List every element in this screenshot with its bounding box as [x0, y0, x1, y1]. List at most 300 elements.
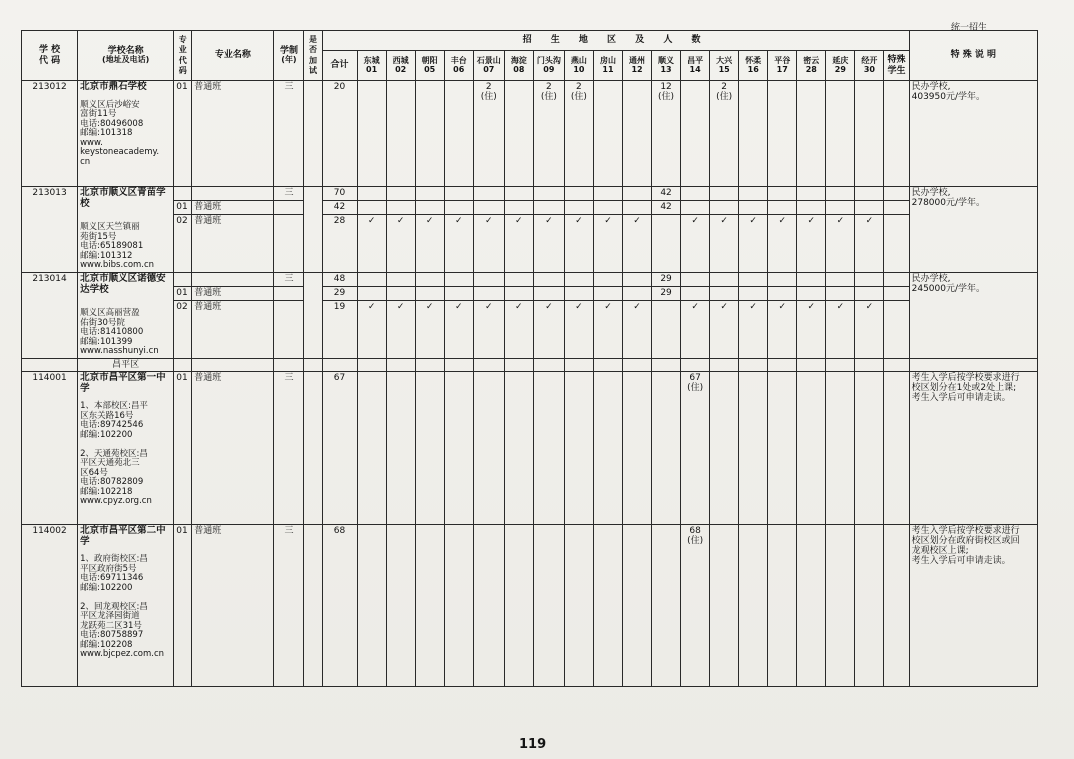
- district-cell-05: [415, 187, 444, 201]
- district-cell-30: [855, 201, 884, 215]
- header-interview: 是否加试: [304, 31, 322, 81]
- special-note: 考生入学后按学校要求进行 校区划分在政府街校区或回 龙观校区上课; 考生入学后可申请走读。: [909, 525, 1037, 687]
- district-header-30: 经开 30: [855, 51, 884, 81]
- special-note: 民办学校, 245000元/学年。: [909, 273, 1037, 359]
- district-cell-08: [504, 187, 533, 201]
- district-cell-11: [593, 372, 622, 525]
- district-header-10: 燕山 10: [564, 51, 593, 81]
- empty-cell: [386, 359, 415, 372]
- interview: [304, 372, 322, 525]
- major-code: 01: [174, 372, 192, 525]
- district-cell-15: [710, 525, 739, 687]
- district-cell-02: ✓: [386, 301, 415, 359]
- district-cell-29: ✓: [826, 215, 855, 273]
- empty-cell: [304, 359, 322, 372]
- district-cell-09: [533, 525, 564, 687]
- district-cell-06: [444, 372, 473, 525]
- district-cell-09: ✓: [533, 215, 564, 273]
- district-cell-17: [768, 273, 797, 287]
- duration: [274, 301, 304, 359]
- district-cell-17: [768, 187, 797, 201]
- empty-cell: [652, 359, 681, 372]
- district-cell-10: [564, 372, 593, 525]
- empty-cell: [909, 359, 1037, 372]
- district-cell-12: [622, 525, 651, 687]
- district-cell-10: [564, 201, 593, 215]
- district-cell-06: [444, 201, 473, 215]
- district-cell-28: [797, 287, 826, 301]
- major-name: [192, 273, 274, 287]
- district-cell-10: [564, 187, 593, 201]
- table-row: [22, 273, 1038, 287]
- special-student-cell: [884, 301, 909, 359]
- empty-cell: [768, 359, 797, 372]
- district-cell-12: [622, 372, 651, 525]
- district-cell-30: [855, 287, 884, 301]
- district-cell-16: [739, 525, 768, 687]
- district-cell-05: [415, 81, 444, 187]
- district-cell-01: [357, 525, 386, 687]
- school-name: 北京市鼎石学校: [80, 81, 147, 92]
- special-student-cell: [884, 201, 909, 215]
- district-header-17: 平谷 17: [768, 51, 797, 81]
- district-cell-15: [710, 273, 739, 287]
- district-cell-05: ✓: [415, 215, 444, 273]
- district-cell-08: [504, 81, 533, 187]
- school-code: 213012: [22, 81, 78, 187]
- district-cell-14: ✓: [681, 215, 710, 273]
- district-cell-12: [622, 287, 651, 301]
- district-cell-30: [855, 187, 884, 201]
- school-address: 1、政府街校区:昌 平区政府街5号 电话:69711346 邮编:102200 2、回龙观校区:昌 平区龙泽园街道 龙跃苑二区31号 电话:80758897 邮编:102208 www.bjcpez.com.cn: [80, 554, 165, 660]
- district-cell-16: [739, 372, 768, 525]
- district-cell-05: [415, 525, 444, 687]
- district-cell-01: [357, 273, 386, 287]
- district-header-12: 通州 12: [622, 51, 651, 81]
- district-cell-13: [652, 372, 681, 525]
- duration: 三: [274, 273, 304, 287]
- district-cell-14: [681, 287, 710, 301]
- major-code: 02: [174, 215, 192, 273]
- special-note: 民办学校, 278000元/学年。: [909, 187, 1037, 273]
- school-address: 顺义区天竺镇丽 苑街15号 电话:65189081 邮编:101312 www.bibs.com.cn: [80, 222, 155, 271]
- school-info: [78, 187, 174, 273]
- district-cell-11: [593, 287, 622, 301]
- district-cell-15: [710, 287, 739, 301]
- interview: [304, 81, 322, 187]
- district-cell-08: ✓: [504, 301, 533, 359]
- district-cell-09: [533, 287, 564, 301]
- district-cell-10: [564, 525, 593, 687]
- district-cell-15: [710, 201, 739, 215]
- district-header-13: 顺义 13: [652, 51, 681, 81]
- district-cell-12: [622, 201, 651, 215]
- total: 48: [322, 273, 357, 287]
- empty-cell: [797, 359, 826, 372]
- school-code: 213013: [22, 187, 78, 273]
- district-cell-12: ✓: [622, 301, 651, 359]
- enrollment-table: [21, 30, 1038, 687]
- empty-cell: [504, 359, 533, 372]
- district-cell-15: [710, 372, 739, 525]
- major-name: 普通班: [192, 301, 274, 359]
- district-cell-30: [855, 81, 884, 187]
- district-cell-08: [504, 273, 533, 287]
- district-cell-11: [593, 187, 622, 201]
- district-cell-05: [415, 273, 444, 287]
- district-cell-11: ✓: [593, 215, 622, 273]
- district-cell-13: 29: [652, 273, 681, 287]
- empty-cell: [192, 359, 274, 372]
- empty-cell: [174, 359, 192, 372]
- district-cell-02: [386, 287, 415, 301]
- school-address: 顺义区后沙峪安 富街11号 电话:80496008 邮编:101318 www. keystoneacademy. cn: [80, 99, 160, 167]
- district-separator-row: [22, 359, 1038, 372]
- district-cell-30: ✓: [855, 301, 884, 359]
- school-info: [78, 525, 174, 687]
- district-cell-16: [739, 187, 768, 201]
- district-cell-01: ✓: [357, 215, 386, 273]
- empty-cell: [533, 359, 564, 372]
- table-row: [22, 287, 1038, 301]
- district-cell-07: ✓: [473, 215, 504, 273]
- special-note: 考生入学后按学校要求进行 校区划分在1处或2处上课; 考生入学后可申请走读。: [909, 372, 1037, 525]
- district-header-28: 密云 28: [797, 51, 826, 81]
- district-cell-30: [855, 273, 884, 287]
- district-cell-02: ✓: [386, 215, 415, 273]
- empty-cell: [826, 359, 855, 372]
- district-header-16: 怀柔 16: [739, 51, 768, 81]
- duration: [274, 287, 304, 301]
- district-cell-06: [444, 273, 473, 287]
- district-cell-09: [533, 187, 564, 201]
- district-cell-02: [386, 372, 415, 525]
- district-cell-07: [473, 273, 504, 287]
- empty-cell: [622, 359, 651, 372]
- header-special-note: 特 殊 说 明: [909, 31, 1037, 81]
- district-cell-13: 42: [652, 201, 681, 215]
- district-header-14: 昌平 14: [681, 51, 710, 81]
- empty-cell: [593, 359, 622, 372]
- district-cell-29: [826, 372, 855, 525]
- district-cell-17: [768, 287, 797, 301]
- total: 67: [322, 372, 357, 525]
- district-cell-01: ✓: [357, 301, 386, 359]
- district-cell-29: [826, 81, 855, 187]
- district-cell-01: [357, 187, 386, 201]
- major-code: 01: [174, 81, 192, 187]
- district-cell-09: ✓: [533, 301, 564, 359]
- district-cell-29: ✓: [826, 301, 855, 359]
- major-name: 普通班: [192, 81, 274, 187]
- special-student-cell: [884, 81, 909, 187]
- district-cell-07: [473, 372, 504, 525]
- table-row: [22, 201, 1038, 215]
- district-header-06: 丰台 06: [444, 51, 473, 81]
- district-cell-02: [386, 187, 415, 201]
- school-name: 北京市顺义区青苗学校: [80, 187, 166, 209]
- district-cell-12: [622, 187, 651, 201]
- header-major-name: 专业名称: [192, 31, 274, 81]
- district-cell-14: 67 (住): [681, 372, 710, 525]
- district-cell-08: [504, 372, 533, 525]
- district-cell-13: 12 (住): [652, 81, 681, 187]
- major-code: 01: [174, 525, 192, 687]
- district-cell-30: [855, 372, 884, 525]
- district-cell-28: ✓: [797, 215, 826, 273]
- district-header-01: 东城 01: [357, 51, 386, 81]
- district-header-07: 石景山 07: [473, 51, 504, 81]
- special-note: 民办学校, 403950元/学年。: [909, 81, 1037, 187]
- district-cell-11: [593, 81, 622, 187]
- special-student-cell: [884, 215, 909, 273]
- header-total: 合计: [322, 51, 357, 81]
- district-header-02: 西城 02: [386, 51, 415, 81]
- major-code: 02: [174, 301, 192, 359]
- school-name: 北京市昌平区第一中学: [80, 372, 166, 394]
- duration: 三: [274, 187, 304, 201]
- major-code: 01: [174, 287, 192, 301]
- district-cell-16: ✓: [739, 215, 768, 273]
- district-cell-07: [473, 287, 504, 301]
- major-code: [174, 187, 192, 201]
- school-code: 114002: [22, 525, 78, 687]
- table-row: [22, 372, 1038, 525]
- major-name: 普通班: [192, 215, 274, 273]
- district-cell-11: [593, 201, 622, 215]
- district-cell-16: ✓: [739, 301, 768, 359]
- empty-cell: [884, 359, 909, 372]
- district-cell-28: [797, 187, 826, 201]
- empty-cell: [739, 359, 768, 372]
- district-cell-28: [797, 372, 826, 525]
- district-cell-17: [768, 525, 797, 687]
- special-student-cell: [884, 287, 909, 301]
- duration: [274, 201, 304, 215]
- district-cell-28: [797, 525, 826, 687]
- district-cell-06: [444, 525, 473, 687]
- district-cell-16: [739, 201, 768, 215]
- header-school-name: 学校名称 (地址及电话): [78, 31, 174, 81]
- empty-cell: [444, 359, 473, 372]
- district-cell-14: 68 (住): [681, 525, 710, 687]
- district-cell-30: [855, 525, 884, 687]
- district-cell-06: [444, 287, 473, 301]
- empty-cell: [357, 359, 386, 372]
- district-header-15: 大兴 15: [710, 51, 739, 81]
- district-cell-01: [357, 201, 386, 215]
- empty-cell: [415, 359, 444, 372]
- district-cell-02: [386, 273, 415, 287]
- district-header-09: 门头沟 09: [533, 51, 564, 81]
- duration: [274, 215, 304, 273]
- header-duration: 学制 (年): [274, 31, 304, 81]
- district-cell-07: 2 (住): [473, 81, 504, 187]
- district-cell-16: [739, 273, 768, 287]
- school-address: 顺义区高丽营盈 佑街30号院 电话:81410800 邮编:101399 www.nasshunyi.cn: [80, 308, 159, 357]
- district-cell-05: ✓: [415, 301, 444, 359]
- total: 20: [322, 81, 357, 187]
- empty-cell: [855, 359, 884, 372]
- district-cell-05: [415, 201, 444, 215]
- district-cell-01: [357, 81, 386, 187]
- district-cell-06: [444, 187, 473, 201]
- major-name: 普通班: [192, 287, 274, 301]
- district-cell-28: [797, 81, 826, 187]
- district-cell-08: [504, 201, 533, 215]
- major-name: 普通班: [192, 525, 274, 687]
- district-cell-06: ✓: [444, 301, 473, 359]
- district-cell-28: [797, 273, 826, 287]
- table-row: [22, 215, 1038, 273]
- district-cell-10: ✓: [564, 301, 593, 359]
- district-cell-14: ✓: [681, 301, 710, 359]
- district-cell-07: ✓: [473, 301, 504, 359]
- district-cell-01: [357, 287, 386, 301]
- district-cell-30: ✓: [855, 215, 884, 273]
- empty-cell: [564, 359, 593, 372]
- district-cell-17: ✓: [768, 301, 797, 359]
- district-cell-08: [504, 525, 533, 687]
- major-name: 普通班: [192, 201, 274, 215]
- district-header-29: 延庆 29: [826, 51, 855, 81]
- duration: 三: [274, 372, 304, 525]
- special-student-cell: [884, 525, 909, 687]
- district-header-08: 海淀 08: [504, 51, 533, 81]
- table-row: [22, 81, 1038, 187]
- district-cell-16: [739, 81, 768, 187]
- interview: [304, 187, 322, 273]
- district-cell-05: [415, 372, 444, 525]
- district-cell-29: [826, 201, 855, 215]
- major-name: [192, 187, 274, 201]
- table-row: [22, 301, 1038, 359]
- district-cell-07: [473, 525, 504, 687]
- empty-cell: [710, 359, 739, 372]
- district-cell-06: [444, 81, 473, 187]
- district-cell-09: 2 (住): [533, 81, 564, 187]
- district-cell-06: ✓: [444, 215, 473, 273]
- district-cell-10: [564, 273, 593, 287]
- empty-cell: [473, 359, 504, 372]
- page-number: 119: [519, 737, 547, 752]
- total: 29: [322, 287, 357, 301]
- district-cell-09: [533, 201, 564, 215]
- table-row: [22, 187, 1038, 201]
- district-cell-01: [357, 372, 386, 525]
- district-header-05: 朝阳 05: [415, 51, 444, 81]
- total: 70: [322, 187, 357, 201]
- total: 19: [322, 301, 357, 359]
- district-cell-13: [652, 525, 681, 687]
- district-cell-07: [473, 201, 504, 215]
- district-cell-29: [826, 525, 855, 687]
- empty-cell: [681, 359, 710, 372]
- district-cell-05: [415, 287, 444, 301]
- major-code: [174, 273, 192, 287]
- district-cell-10: 2 (住): [564, 81, 593, 187]
- empty-cell: [22, 359, 78, 372]
- district-cell-10: [564, 287, 593, 301]
- major-name: 普通班: [192, 372, 274, 525]
- district-cell-29: [826, 187, 855, 201]
- district-cell-14: [681, 81, 710, 187]
- district-cell-17: [768, 81, 797, 187]
- special-student-cell: [884, 187, 909, 201]
- header-major-code: 专业代码: [174, 31, 192, 81]
- empty-cell: [274, 359, 304, 372]
- district-cell-11: [593, 273, 622, 287]
- district-cell-29: [826, 273, 855, 287]
- duration: 三: [274, 81, 304, 187]
- district-cell-12: [622, 273, 651, 287]
- table-row: [22, 525, 1038, 687]
- district-cell-12: [622, 81, 651, 187]
- school-address: 1、本部校区:昌平 区东关路16号 电话:89742546 邮编:102200 2、天通苑校区:昌 平区天通苑北三 区64号 电话:80782809 邮编:102218 www.cpyz.org.cn: [80, 401, 152, 507]
- district-cell-15: 2 (住): [710, 81, 739, 187]
- interview: [304, 273, 322, 359]
- district-cell-09: [533, 273, 564, 287]
- district-cell-11: [593, 525, 622, 687]
- district-cell-11: ✓: [593, 301, 622, 359]
- special-student-cell: [884, 372, 909, 525]
- interview: [304, 525, 322, 687]
- special-student-cell: [884, 273, 909, 287]
- total: 68: [322, 525, 357, 687]
- district-cell-16: [739, 287, 768, 301]
- school-info: [78, 273, 174, 359]
- district-label: 昌平区: [78, 359, 174, 372]
- district-cell-02: [386, 201, 415, 215]
- district-cell-15: [710, 187, 739, 201]
- school-info: [78, 372, 174, 525]
- district-cell-14: [681, 273, 710, 287]
- district-cell-07: [473, 187, 504, 201]
- district-cell-15: ✓: [710, 301, 739, 359]
- header-school-code: 学 校 代 码: [22, 31, 78, 81]
- district-cell-09: [533, 372, 564, 525]
- district-cell-29: [826, 287, 855, 301]
- duration: 三: [274, 525, 304, 687]
- major-code: 01: [174, 201, 192, 215]
- district-cell-17: [768, 201, 797, 215]
- district-cell-17: ✓: [768, 215, 797, 273]
- top-label: 统一招生: [951, 23, 988, 33]
- district-cell-14: [681, 201, 710, 215]
- district-cell-17: [768, 372, 797, 525]
- district-cell-02: [386, 81, 415, 187]
- district-cell-13: [652, 301, 681, 359]
- total: 28: [322, 215, 357, 273]
- school-code: 114001: [22, 372, 78, 525]
- district-cell-28: [797, 201, 826, 215]
- school-name: 北京市昌平区第二中学: [80, 525, 166, 547]
- district-header-11: 房山 11: [593, 51, 622, 81]
- district-cell-12: ✓: [622, 215, 651, 273]
- district-cell-13: 29: [652, 287, 681, 301]
- empty-cell: [322, 359, 357, 372]
- district-cell-08: ✓: [504, 215, 533, 273]
- district-cell-13: [652, 215, 681, 273]
- header-special-students: 特殊学生: [884, 51, 909, 81]
- district-cell-28: ✓: [797, 301, 826, 359]
- school-info: [78, 81, 174, 187]
- school-code: 213014: [22, 273, 78, 359]
- district-cell-10: ✓: [564, 215, 593, 273]
- district-cell-08: [504, 287, 533, 301]
- total: 42: [322, 201, 357, 215]
- header-region-title: 招 生 地 区 及 人 数: [322, 31, 909, 51]
